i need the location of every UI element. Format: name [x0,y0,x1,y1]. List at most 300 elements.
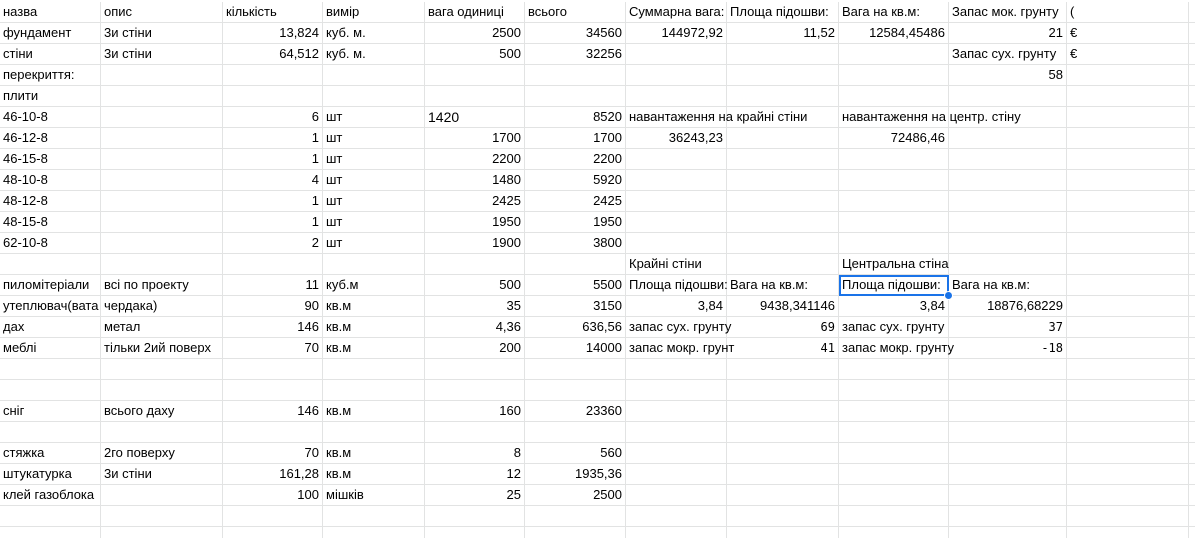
cell[interactable] [1067,275,1189,296]
cell[interactable] [626,464,727,485]
cell[interactable] [223,254,323,275]
cell[interactable]: 46-10-8 [0,107,101,128]
cell[interactable] [1189,296,1195,317]
cell[interactable]: 2425 [425,191,525,212]
cell[interactable] [101,170,223,191]
cell[interactable]: 5920 [525,170,626,191]
cell[interactable]: 48-12-8 [0,191,101,212]
cell[interactable]: шт [323,233,425,254]
cell[interactable] [1189,422,1195,443]
cell[interactable]: Вага на кв.м: [949,275,1067,296]
cell[interactable] [323,254,425,275]
cell[interactable] [1067,170,1189,191]
cell[interactable] [1189,401,1195,422]
cell[interactable] [1189,191,1195,212]
cell[interactable]: 90 [223,296,323,317]
cell[interactable] [949,359,1067,380]
cell[interactable] [727,149,839,170]
cell[interactable] [839,485,949,506]
cell[interactable] [949,86,1067,107]
cell[interactable] [0,359,101,380]
cell[interactable] [1067,128,1189,149]
cell[interactable]: 5500 [525,275,626,296]
cell[interactable] [1189,233,1195,254]
cell[interactable] [839,44,949,65]
cell[interactable]: кв.м [323,464,425,485]
cell[interactable]: штукатурка [0,464,101,485]
cell[interactable] [626,506,727,527]
cell[interactable] [1067,380,1189,401]
cell[interactable]: 3,84 [839,296,949,317]
cell[interactable]: 2 [223,233,323,254]
cell[interactable] [425,65,525,86]
cell[interactable]: тільки 2ий поверх [101,338,223,359]
cell[interactable] [949,149,1067,170]
cell[interactable] [1067,107,1189,128]
cell[interactable]: 1700 [425,128,525,149]
cell[interactable]: 500 [425,44,525,65]
cell[interactable] [727,170,839,191]
cell[interactable] [0,422,101,443]
cell[interactable] [223,422,323,443]
cell[interactable]: 2200 [425,149,525,170]
cell[interactable] [1067,527,1189,538]
cell[interactable]: куб. м. [323,44,425,65]
cell[interactable] [101,107,223,128]
cell[interactable]: навантаження на центр. стіну [839,107,949,128]
cell[interactable]: фундамент [0,23,101,44]
cell[interactable] [626,359,727,380]
cell[interactable]: 200 [425,338,525,359]
cell[interactable]: куб. м. [323,23,425,44]
cell[interactable]: 2500 [525,485,626,506]
cell[interactable]: 3150 [525,296,626,317]
cell[interactable] [525,506,626,527]
cell[interactable] [101,149,223,170]
cell[interactable]: Центральна стіна [839,254,949,275]
cell[interactable]: запас мокр. грунт [626,338,727,359]
cell[interactable] [1189,107,1195,128]
cell[interactable] [949,485,1067,506]
cell[interactable] [1189,464,1195,485]
cell[interactable] [727,233,839,254]
cell[interactable]: 18876,68229 [949,296,1067,317]
cell[interactable]: клей газоблока [0,485,101,506]
cell[interactable]: 1700 [525,128,626,149]
cell[interactable] [1189,443,1195,464]
cell[interactable]: 23360 [525,401,626,422]
cell[interactable]: ( [1067,2,1189,23]
cell[interactable]: 2500 [425,23,525,44]
cell[interactable]: 146 [223,317,323,338]
cell[interactable]: навантаження на крайні стіни [626,107,727,128]
cell[interactable]: 12584,45486 [839,23,949,44]
cell[interactable] [949,527,1067,538]
cell[interactable] [101,254,223,275]
cell[interactable] [1189,170,1195,191]
cell[interactable]: стіни [0,44,101,65]
cell[interactable] [1067,191,1189,212]
cell[interactable] [1189,254,1195,275]
cell[interactable]: 12 [425,464,525,485]
cell[interactable]: кількість [223,2,323,23]
cell[interactable]: 48-10-8 [0,170,101,191]
cell[interactable]: 1935,36 [525,464,626,485]
cell[interactable]: назва [0,2,101,23]
cell[interactable] [1067,65,1189,86]
cell[interactable] [1067,149,1189,170]
cell[interactable] [839,233,949,254]
cell[interactable]: 69 [727,317,839,338]
cell[interactable] [0,254,101,275]
cell[interactable] [626,86,727,107]
fill-handle[interactable] [944,291,953,300]
cell[interactable]: 64,512 [223,44,323,65]
cell[interactable] [839,212,949,233]
cell[interactable] [101,380,223,401]
cell[interactable]: 100 [223,485,323,506]
cell[interactable] [223,506,323,527]
cell[interactable] [323,65,425,86]
cell[interactable]: 160 [425,401,525,422]
cell[interactable] [101,506,223,527]
cell[interactable]: шт [323,107,425,128]
cell[interactable] [727,380,839,401]
cell[interactable] [949,422,1067,443]
cell[interactable] [101,527,223,538]
cell[interactable] [1067,233,1189,254]
cell[interactable]: Запас сух. грунту [949,44,1067,65]
cell[interactable] [1189,506,1195,527]
cell[interactable] [727,485,839,506]
selected-cell[interactable]: Площа підошви: [839,275,949,296]
cell[interactable] [1189,527,1195,538]
cell[interactable] [1189,485,1195,506]
cell[interactable]: перекриття: [0,65,101,86]
cell[interactable]: 25 [425,485,525,506]
cell[interactable]: Вага на кв.м: [727,275,839,296]
cell[interactable]: всього [525,2,626,23]
cell[interactable] [525,422,626,443]
cell[interactable] [727,443,839,464]
cell[interactable] [626,149,727,170]
cell[interactable] [323,86,425,107]
cell[interactable] [1189,23,1195,44]
cell[interactable]: опис [101,2,223,23]
cell[interactable]: вимір [323,2,425,23]
cell[interactable]: 62-10-8 [0,233,101,254]
cell[interactable] [525,254,626,275]
cell[interactable]: 46-15-8 [0,149,101,170]
cell[interactable] [839,149,949,170]
cell[interactable]: вага одиниці [425,2,525,23]
cell[interactable] [1189,128,1195,149]
cell[interactable]: € [1067,44,1189,65]
cell[interactable]: сніг [0,401,101,422]
cell[interactable]: 34560 [525,23,626,44]
cell[interactable] [727,44,839,65]
cell[interactable]: 46-12-8 [0,128,101,149]
cell[interactable]: метал [101,317,223,338]
cell[interactable]: шт [323,191,425,212]
cell[interactable] [727,464,839,485]
cell[interactable] [1067,317,1189,338]
cell[interactable]: Запас мок. грунту [949,2,1067,23]
cell[interactable] [626,401,727,422]
cell[interactable] [101,128,223,149]
cell[interactable]: кв.м [323,317,425,338]
cell[interactable]: 1480 [425,170,525,191]
cell[interactable]: шт [323,170,425,191]
cell[interactable] [1067,212,1189,233]
cell[interactable] [727,422,839,443]
cell[interactable] [1189,44,1195,65]
cell[interactable] [223,527,323,538]
cell[interactable]: запас сух. грунту [626,317,727,338]
cell[interactable] [1189,338,1195,359]
cell[interactable]: 3800 [525,233,626,254]
cell[interactable]: шт [323,212,425,233]
cell[interactable]: кв.м [323,338,425,359]
cell[interactable]: 500 [425,275,525,296]
cell[interactable] [101,212,223,233]
cell[interactable] [626,527,727,538]
cell[interactable]: 3,84 [626,296,727,317]
cell[interactable]: 8 [425,443,525,464]
cell[interactable]: утеплювач(вата [0,296,101,317]
cell[interactable] [727,506,839,527]
cell[interactable] [525,380,626,401]
cell[interactable]: шт [323,128,425,149]
cell[interactable] [101,233,223,254]
cell[interactable]: меблі [0,338,101,359]
cell[interactable]: 41 [727,338,839,359]
cell[interactable]: 2200 [525,149,626,170]
cell[interactable]: 3и стіни [101,44,223,65]
cell[interactable]: 1420 [425,107,525,128]
cell[interactable] [626,380,727,401]
cell[interactable] [425,422,525,443]
cell[interactable] [525,86,626,107]
cell[interactable] [101,65,223,86]
cell[interactable]: 144972,92 [626,23,727,44]
cell[interactable]: 1 [223,191,323,212]
cell[interactable] [1189,86,1195,107]
cell[interactable]: 3и стіни [101,23,223,44]
cell[interactable] [1067,401,1189,422]
cell[interactable]: шт [323,149,425,170]
cell[interactable]: 9438,341146 [727,296,839,317]
cell[interactable] [839,527,949,538]
cell[interactable] [223,380,323,401]
cell[interactable]: пиломітеріали [0,275,101,296]
cell[interactable] [1189,275,1195,296]
cell[interactable]: кв.м [323,296,425,317]
cell[interactable] [101,422,223,443]
cell[interactable]: € [1067,23,1189,44]
cell[interactable] [626,191,727,212]
cell[interactable] [949,128,1067,149]
cell[interactable]: 70 [223,338,323,359]
cell[interactable]: 13,824 [223,23,323,44]
cell[interactable] [1067,485,1189,506]
cell[interactable] [425,86,525,107]
cell[interactable] [949,233,1067,254]
cell[interactable]: плити [0,86,101,107]
cell[interactable]: запас сух. грунту [839,317,949,338]
cell[interactable] [839,443,949,464]
cell[interactable]: всього даху [101,401,223,422]
cell[interactable] [727,359,839,380]
cell[interactable] [949,380,1067,401]
cell[interactable] [1189,2,1195,23]
cell[interactable] [949,212,1067,233]
cell[interactable]: Площа підошви: [727,2,839,23]
cell[interactable] [1067,443,1189,464]
cell[interactable]: запас мокр. грунту [839,338,949,359]
cell[interactable]: 1 [223,212,323,233]
cell[interactable] [1067,422,1189,443]
cell[interactable] [1189,359,1195,380]
cell[interactable]: 48-15-8 [0,212,101,233]
cell[interactable]: Суммарна вага: [626,2,727,23]
cell[interactable] [425,359,525,380]
cell[interactable] [0,506,101,527]
cell[interactable]: 8520 [525,107,626,128]
cell[interactable]: чердака) [101,296,223,317]
cell[interactable] [727,65,839,86]
cell[interactable] [1067,296,1189,317]
cell[interactable] [839,191,949,212]
cell[interactable] [626,422,727,443]
cell[interactable] [839,401,949,422]
cell[interactable]: 37 [949,317,1067,338]
cell[interactable] [626,212,727,233]
cell[interactable]: 1 [223,149,323,170]
cell[interactable] [949,107,1067,128]
cell[interactable] [727,401,839,422]
cell[interactable]: кв.м [323,443,425,464]
cell[interactable] [1189,380,1195,401]
cell[interactable]: 35 [425,296,525,317]
cell[interactable] [727,86,839,107]
cell[interactable] [323,422,425,443]
cell[interactable] [425,506,525,527]
cell[interactable] [626,44,727,65]
cell[interactable] [101,191,223,212]
cell[interactable] [949,443,1067,464]
cell[interactable] [525,359,626,380]
cell[interactable] [727,107,839,128]
cell[interactable]: 636,56 [525,317,626,338]
cell[interactable] [101,86,223,107]
cell[interactable]: 4 [223,170,323,191]
cell[interactable] [839,170,949,191]
cell[interactable] [727,128,839,149]
cell[interactable]: 1950 [425,212,525,233]
cell[interactable] [727,527,839,538]
cell[interactable] [839,422,949,443]
cell[interactable] [323,506,425,527]
cell[interactable] [323,380,425,401]
cell[interactable]: всі по проекту [101,275,223,296]
cell[interactable] [1067,254,1189,275]
cell[interactable] [1189,317,1195,338]
cell[interactable] [626,170,727,191]
cell[interactable] [949,464,1067,485]
cell[interactable] [525,65,626,86]
cell[interactable] [839,65,949,86]
cell[interactable] [626,443,727,464]
cell[interactable] [839,86,949,107]
cell[interactable]: 32256 [525,44,626,65]
cell[interactable] [0,527,101,538]
cell[interactable]: 6 [223,107,323,128]
cell[interactable]: -18 [949,338,1067,359]
cell[interactable]: Крайні стіни [626,254,727,275]
cell[interactable]: 2425 [525,191,626,212]
cell[interactable] [949,170,1067,191]
cell[interactable] [1067,506,1189,527]
cell[interactable]: 70 [223,443,323,464]
cell[interactable] [1067,359,1189,380]
cell[interactable] [425,527,525,538]
cell[interactable]: 21 [949,23,1067,44]
cell[interactable] [727,254,839,275]
cell[interactable]: Площа підошви: [626,275,727,296]
cell[interactable]: 36243,23 [626,128,727,149]
cell[interactable]: мішків [323,485,425,506]
cell[interactable]: куб.м [323,275,425,296]
cell[interactable] [727,212,839,233]
cell[interactable] [0,380,101,401]
cell[interactable] [839,359,949,380]
cell[interactable] [425,380,525,401]
cell[interactable]: 4,36 [425,317,525,338]
cell[interactable] [839,506,949,527]
cell[interactable] [1189,212,1195,233]
cell[interactable]: 146 [223,401,323,422]
cell[interactable] [626,65,727,86]
cell[interactable]: 161,28 [223,464,323,485]
cell[interactable]: 11,52 [727,23,839,44]
cell[interactable] [839,380,949,401]
cell[interactable] [525,527,626,538]
cell[interactable]: Вага на кв.м: [839,2,949,23]
cell[interactable]: 1900 [425,233,525,254]
cell[interactable] [1189,65,1195,86]
cell[interactable] [323,359,425,380]
cell[interactable]: 1 [223,128,323,149]
cell[interactable] [626,485,727,506]
cell[interactable]: 3и стіни [101,464,223,485]
cell[interactable] [727,191,839,212]
cell[interactable] [949,401,1067,422]
cell[interactable]: 2го поверху [101,443,223,464]
cell[interactable] [223,359,323,380]
cell[interactable]: 72486,46 [839,128,949,149]
cell[interactable] [949,506,1067,527]
cell[interactable] [1067,464,1189,485]
cell[interactable] [1067,338,1189,359]
cell[interactable] [626,233,727,254]
cell[interactable]: 11 [223,275,323,296]
cell[interactable] [101,359,223,380]
cell[interactable] [223,65,323,86]
cell[interactable]: дах [0,317,101,338]
cell[interactable] [949,254,1067,275]
cell[interactable]: 14000 [525,338,626,359]
